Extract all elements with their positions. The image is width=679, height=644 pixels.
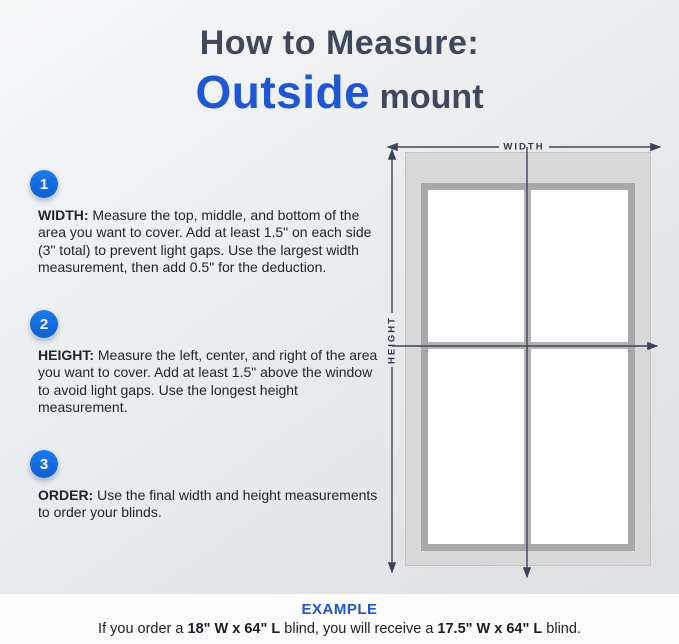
width-label: WIDTH bbox=[503, 141, 545, 153]
step-label-height: HEIGHT: bbox=[38, 347, 94, 363]
step-number-1: 1 bbox=[39, 175, 49, 193]
step-badge-3 bbox=[30, 450, 58, 478]
example-heading: EXAMPLE bbox=[301, 601, 378, 618]
measurement-overlay bbox=[378, 133, 670, 593]
step-body-3: Use the final width and height measurements to order your blinds. bbox=[38, 487, 378, 521]
step-body-2: Measure the left, center, and right of the area you want to cover. Add at least 1.5" above the window to avoid light gaps. Use the longest height measurement. bbox=[38, 347, 378, 416]
step-text-1 bbox=[38, 207, 382, 276]
step-body-1: Measure the top, middle, and bottom of the area you want to cover. Add at least 1.5" on each side (3" total) to prevent light gaps. Use the largest width measurement, then add 0.5" for the deduction. bbox=[38, 207, 372, 276]
title-line-1: How to Measure: bbox=[199, 24, 480, 62]
step-badge-1 bbox=[30, 170, 58, 198]
example-section bbox=[0, 594, 679, 644]
title-suffix: mount bbox=[370, 78, 484, 116]
title-line-2 bbox=[0, 65, 679, 119]
example-part-1: If you order a bbox=[98, 621, 188, 637]
height-label: HEIGHT bbox=[386, 316, 398, 364]
example-received-size: 17.5" W x 64" L bbox=[437, 621, 543, 637]
step-badge-2 bbox=[30, 310, 58, 338]
step-number-2: 2 bbox=[39, 315, 49, 333]
step-number-3: 3 bbox=[39, 455, 49, 473]
step-text-3 bbox=[38, 487, 382, 522]
example-text bbox=[98, 621, 581, 637]
step-label-width: WIDTH: bbox=[38, 207, 89, 223]
example-part-5: blind. bbox=[542, 621, 581, 637]
page-title bbox=[0, 24, 679, 119]
example-part-3: blind, you will receive a bbox=[280, 621, 438, 637]
title-highlight: Outside bbox=[195, 66, 371, 118]
step-label-order: ORDER: bbox=[38, 487, 94, 503]
step-text-2 bbox=[38, 347, 382, 416]
example-ordered-size: 18" W x 64" L bbox=[187, 621, 281, 637]
